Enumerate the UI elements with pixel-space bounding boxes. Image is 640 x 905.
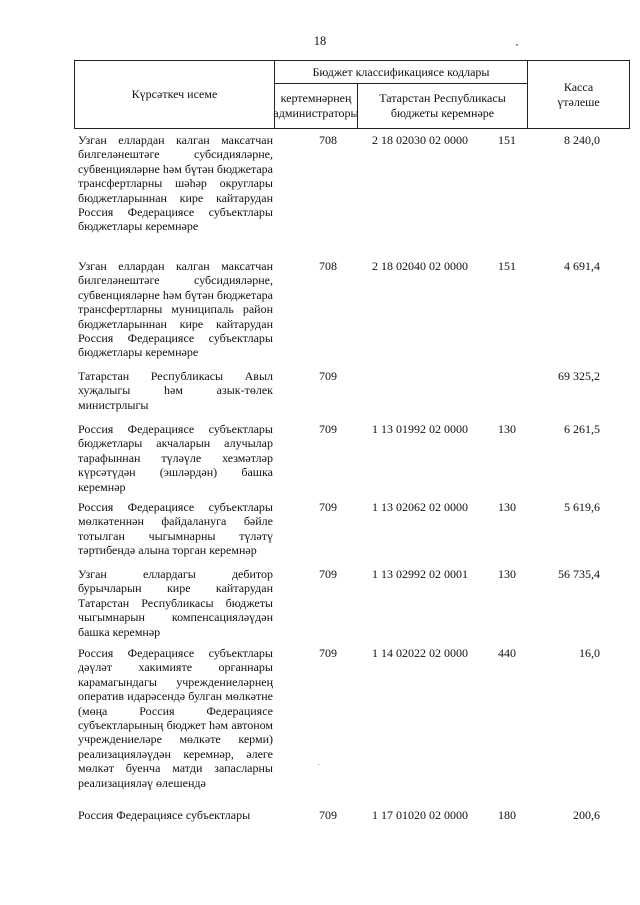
header-revenue [357, 83, 528, 129]
row-code: 2 18 02040 02 0000 [372, 259, 468, 273]
row-kosgu: 151 [498, 133, 516, 147]
row-name: Россия Федерациясе субъектлары бюджетлары акчаларын алучылар тарафыннан түләүле хезмәтләр күрсәтүдән (эшләрдән) башка керемнәр [78, 422, 273, 494]
row-admin: 709 [319, 808, 337, 822]
row-code: 1 13 02992 02 0001 [372, 567, 468, 581]
row-admin: 709 [319, 500, 337, 514]
row-amount: 200,6 [573, 808, 600, 822]
row-kosgu: 130 [498, 567, 516, 581]
row-name: Узган еллардан калган максатчан билгеләнештәге субсидияләрне, субвенцияләрне һәм бүтән бюджетара трансфертларны муниципаль район бюджетларыннан кире кайтарудан Россия Федерациясе субъектлары бюджетлары керемнәре [78, 259, 273, 360]
header-indicator-label: Күрсәткеч исеме [131, 87, 218, 101]
row-kosgu: 130 [498, 500, 516, 514]
header-cash [527, 60, 630, 129]
row-amount: 5 619,6 [564, 500, 600, 514]
row-code: 1 14 02022 02 0000 [372, 646, 468, 660]
header-budget-codes [274, 60, 528, 84]
row-name: Татарстан Республикасы Авыл хуҗалыгы һәм азык-төлек министрлыгы [78, 369, 273, 412]
row-admin: 709 [319, 646, 337, 660]
row-amount: 56 735,4 [558, 567, 600, 581]
scan-speck [516, 44, 518, 46]
row-amount: 6 261,5 [564, 422, 600, 436]
row-kosgu: 440 [498, 646, 516, 660]
row-amount: 16,0 [579, 646, 600, 660]
row-admin: 709 [319, 567, 337, 581]
row-amount: 4 691,4 [564, 259, 600, 273]
row-kosgu: 180 [498, 808, 516, 822]
row-name: Узган еллардагы дебитор бурычларын кире кайтарудан Татарстан Республикасы бюджеты чыгымнарын компенсацияләүдән башка керемнәр [78, 567, 273, 639]
row-code: 1 17 01020 02 0000 [372, 808, 468, 822]
row-admin: 708 [319, 133, 337, 147]
row-name: Узган еллардан калган максатчан билгеләнештәге субсидияләрне, субвенцияләрне һәм бүтән бюджетара трансфертларны шәһәр округлары бюджетларыннан кире кайтарудан Россия Федерациясе субъектлары бюджетлары керемнәре [78, 133, 273, 234]
row-kosgu: 151 [498, 259, 516, 273]
header-budget-codes-label: Бюджет классификациясе кодлары [312, 64, 490, 79]
row-name: Россия Федерациясе субъектлары [78, 808, 251, 822]
header-cash-label: Касса үтәлеше [557, 79, 600, 109]
header-revenue-label: Татарстан Республикасы бюджеты керемнәре [379, 91, 506, 120]
header-admin [274, 83, 358, 129]
row-name: Россия Федерациясе субъектлары дәүләт хакимияте органнары карамагындагы учреждениеләрнең оператив идарәсендә булган мөлкәтне (мөңа Россия Федерациясе субъектларының бюджет һәм автоном учреждениеләре мөлкәте керми) реализацияләүдән керемнәр, әлеге мөлкәт буенча матди запасларны реализацияләү өлешендә [78, 646, 273, 790]
row-kosgu: 130 [498, 422, 516, 436]
page-number: 18 [313, 34, 327, 48]
row-code: 2 18 02030 02 0000 [372, 133, 468, 147]
scan-speck [318, 764, 319, 765]
row-amount: 69 325,2 [558, 369, 600, 383]
row-admin: 709 [319, 369, 337, 383]
row-amount: 8 240,0 [564, 133, 600, 147]
row-name: Россия Федерациясе субъектлары мөлкәтеннән файдалануга бәйле тотылган чыгымнарны түләтү тәртибендә алына торган керемнәр [78, 500, 273, 558]
header-indicator-name [74, 60, 275, 129]
header-admin-label: кертемнәрнең администраторы [273, 91, 359, 120]
row-code: 1 13 02062 02 0000 [372, 500, 468, 514]
row-admin: 709 [319, 422, 337, 436]
row-code: 1 13 01992 02 0000 [372, 422, 468, 436]
row-admin: 708 [319, 259, 337, 273]
